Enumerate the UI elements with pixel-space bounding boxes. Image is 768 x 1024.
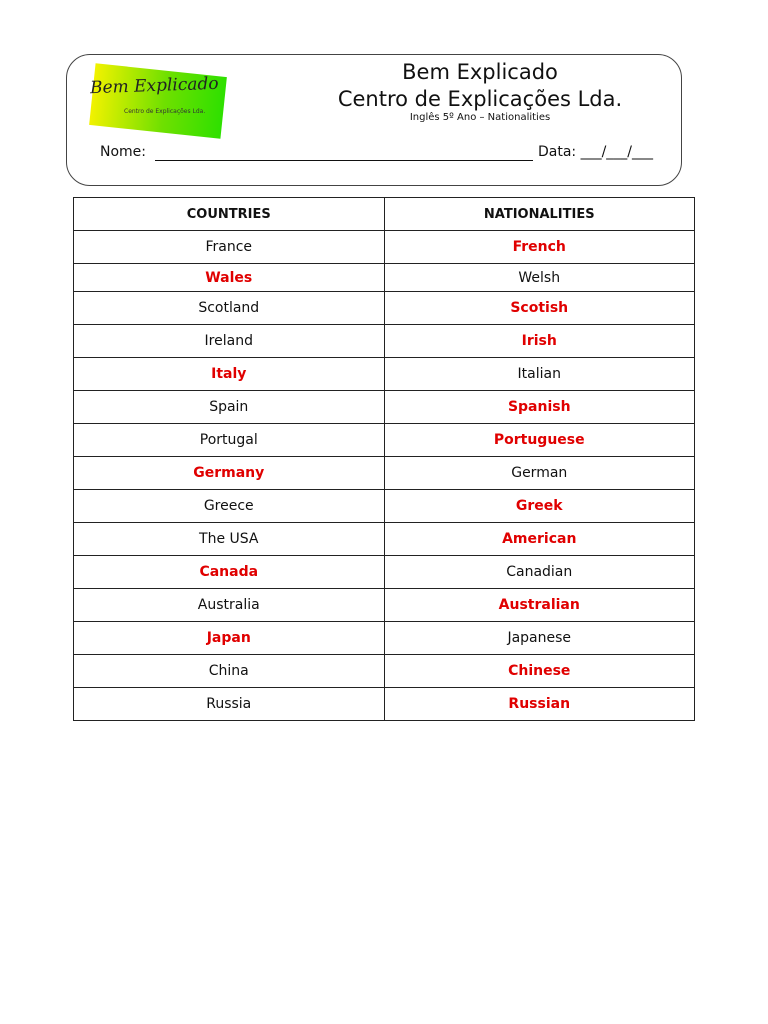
country-cell: Spain (74, 391, 385, 424)
logo-title: Bem Explicado (89, 73, 219, 99)
name-line[interactable] (155, 160, 533, 161)
nationality-cell: French (384, 231, 695, 264)
nationality-cell: American (384, 523, 695, 556)
nationality-cell: Irish (384, 325, 695, 358)
country-cell: Canada (74, 556, 385, 589)
table-row (74, 589, 695, 622)
table-row (74, 457, 695, 490)
country-cell: Australia (74, 589, 385, 622)
table-row (74, 622, 695, 655)
country-cell: Portugal (74, 424, 385, 457)
country-cell: France (74, 231, 385, 264)
table-row (74, 523, 695, 556)
table-row (74, 490, 695, 523)
nationalities-table (73, 197, 695, 721)
country-cell: Greece (74, 490, 385, 523)
country-cell: Japan (74, 622, 385, 655)
nationality-cell: Greek (384, 490, 695, 523)
table-row (74, 325, 695, 358)
nationality-cell: German (384, 457, 695, 490)
country-cell: Italy (74, 358, 385, 391)
school-name: Bem Explicado (402, 60, 558, 84)
table-row (74, 556, 695, 589)
nationality-cell: Portuguese (384, 424, 695, 457)
nationality-cell: Australian (384, 589, 695, 622)
nationality-cell: Chinese (384, 655, 695, 688)
nationality-cell: Spanish (384, 391, 695, 424)
logo-subtitle: Centro de Explicações Lda. (124, 108, 206, 115)
nationality-cell: Italian (384, 358, 695, 391)
name-label: Nome: (100, 144, 147, 160)
table-row (74, 688, 695, 721)
table-row (74, 391, 695, 424)
country-cell: China (74, 655, 385, 688)
school-subtitle: Centro de Explicações Lda. (337, 87, 623, 111)
country-cell: Wales (74, 264, 385, 292)
country-cell: Russia (74, 688, 385, 721)
country-cell: Germany (74, 457, 385, 490)
nationality-cell: Japanese (384, 622, 695, 655)
table-row (74, 231, 695, 264)
nationality-cell: Welsh (384, 264, 695, 292)
table-row (74, 358, 695, 391)
country-cell: Ireland (74, 325, 385, 358)
header-nationalities: NATIONALITIES (384, 198, 695, 231)
table-row (74, 264, 695, 292)
date-label: Data: ___/___/___ (538, 144, 654, 160)
country-cell: Scotland (74, 292, 385, 325)
table-row (74, 292, 695, 325)
nationality-cell: Scotish (384, 292, 695, 325)
header-countries: COUNTRIES (74, 198, 385, 231)
worksheet-title: Inglês 5º Ano – Nationalities (409, 112, 551, 123)
country-cell: The USA (74, 523, 385, 556)
table-row (74, 424, 695, 457)
nationality-cell: Russian (384, 688, 695, 721)
table-row (74, 655, 695, 688)
logo (82, 66, 232, 138)
nationality-cell: Canadian (384, 556, 695, 589)
